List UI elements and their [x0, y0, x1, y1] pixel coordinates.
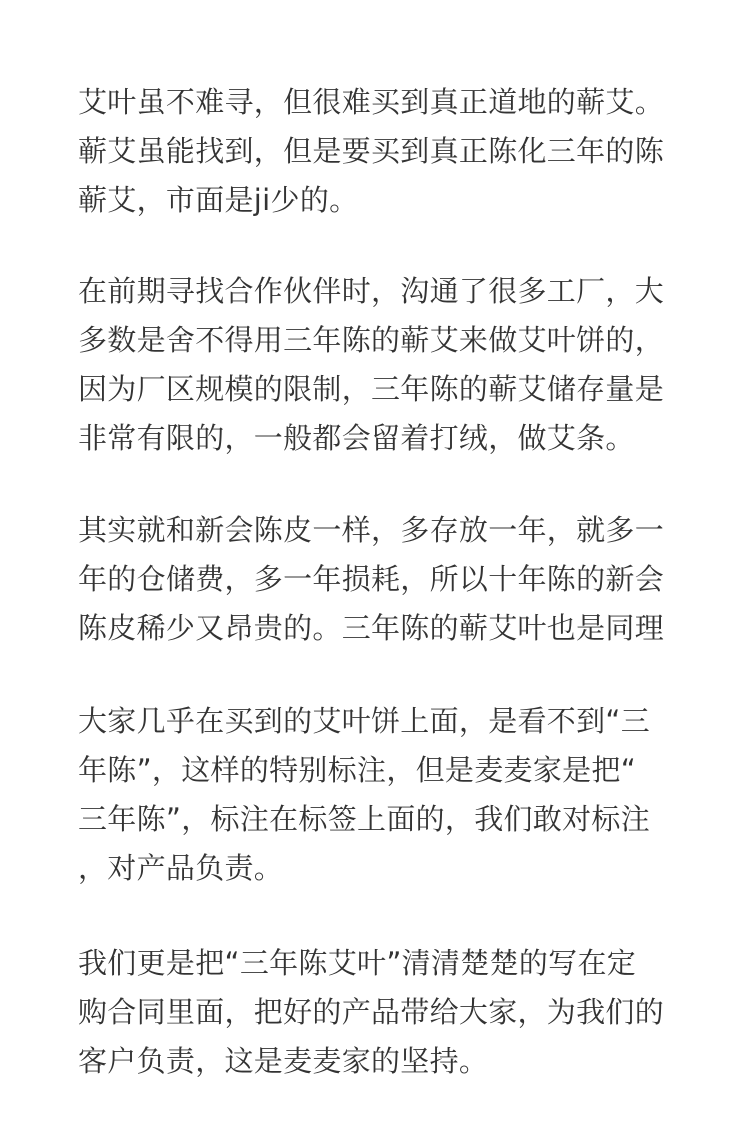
text-line: 非常有限的，一般都会留着打绒，做艾条。	[78, 421, 635, 455]
text-line: 多数是舍不得用三年陈的蕲艾来做艾叶饼的，	[78, 323, 665, 357]
paragraph-spacer	[78, 893, 678, 939]
text-line: 大家几乎在买到的艾叶饼上面，是看不到“三	[78, 704, 651, 738]
text-line: 蕲艾，市面是ji少的。	[78, 183, 359, 217]
paragraph-4	[78, 697, 678, 893]
text-line: 我们更是把“三年陈艾叶”清清楚楚的写在定	[78, 946, 637, 980]
text-line: ，对产品负责。	[78, 851, 284, 885]
text-line: 购合同里面，把好的产品带给大家，为我们的	[78, 995, 665, 1029]
text-line: 三年陈”，标注在标签上面的，我们敢对标注	[78, 802, 651, 836]
text-line: 客户负责，这是麦麦家的坚持。	[78, 1044, 489, 1078]
text-line: 蕲艾虽能找到，但是要买到真正陈化三年的陈	[78, 134, 665, 168]
paragraph-5	[78, 939, 678, 1086]
text-line: 因为厂区规模的限制，三年陈的蕲艾储存量是	[78, 372, 665, 406]
paragraph-spacer	[78, 463, 678, 506]
text-line: 陈皮稀少又昂贵的。三年陈的蕲艾叶也是同理	[78, 611, 665, 645]
article-body	[78, 78, 678, 1086]
paragraph-spacer	[78, 225, 678, 267]
paragraph-spacer	[78, 653, 678, 697]
paragraph-1	[78, 78, 678, 225]
text-line: 艾叶虽不难寻，但很难买到真正道地的蕲艾。	[78, 85, 665, 119]
paragraph-3	[78, 506, 678, 653]
text-line: 年陈”，这样的特别标注，但是麦麦家是把“	[78, 753, 637, 787]
text-line: 其实就和新会陈皮一样，多存放一年，就多一	[78, 513, 665, 547]
paragraph-2	[78, 267, 678, 463]
text-line: 年的仓储费，多一年损耗，所以十年陈的新会	[78, 562, 665, 596]
text-line: 在前期寻找合作伙伴时，沟通了很多工厂，大	[78, 274, 665, 308]
